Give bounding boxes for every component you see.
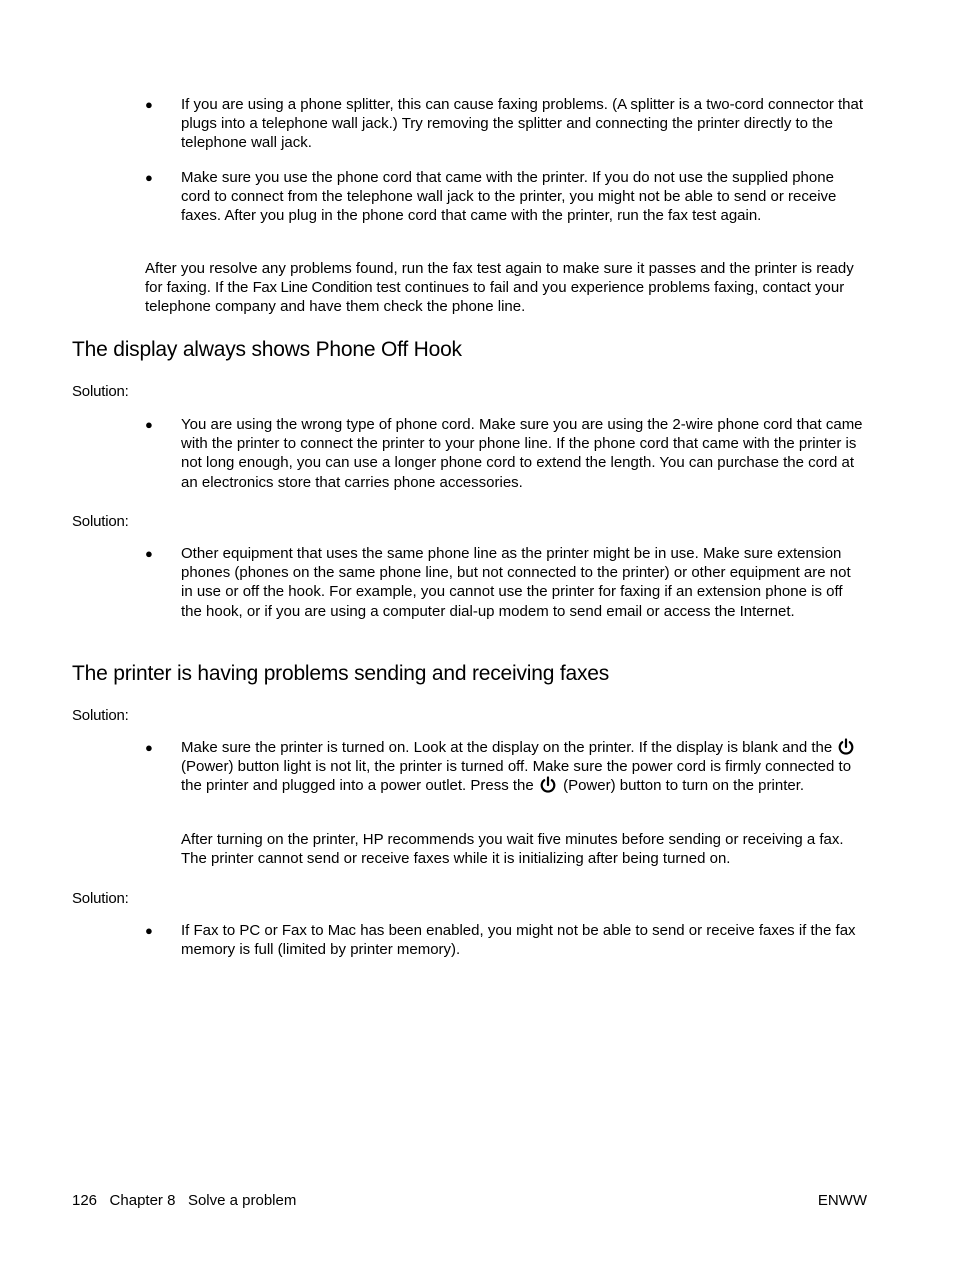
- bullet-text-part: (Power) button to turn on the printer.: [558, 777, 805, 795]
- power-icon: [539, 776, 557, 794]
- bullet-marker: ●: [145, 740, 153, 755]
- solution-label: Solution:: [72, 383, 129, 400]
- bullet-text: You are using the wrong type of phone cord. Make sure you are using the 2-wire phone cord that came with the printer to connect the printer to your phone line. If the phone cord that came with the printer is not long enough, you can use a longer phone cord to extend the length. You can purchase the cord at an electronics store that carries phone accessories.: [181, 416, 863, 491]
- chapter-title: Solve a problem: [187, 1192, 297, 1209]
- follow-paragraph: After turning on the printer, HP recommends you wait five minutes before sending or receiving a fax. The printer cannot send or receive faxes while it is initializing after being turned on.: [181, 831, 844, 868]
- page-number: 126: [72, 1192, 98, 1209]
- footer-locale: ENWW: [817, 1192, 867, 1209]
- bullet-text: [181, 738, 866, 796]
- chapter-label: Chapter 8: [109, 1192, 176, 1209]
- bullet-marker: ●: [145, 97, 153, 112]
- bullet-text: If Fax to PC or Fax to Mac has been enabled, you might not be able to send or receive faxes if the fax memory is full (limited by printer memory).: [181, 922, 856, 959]
- solution-label: Solution:: [72, 707, 129, 724]
- footer-left: [72, 1191, 296, 1210]
- power-icon: [837, 738, 855, 756]
- bullet-text: Make sure you use the phone cord that came with the printer. If you do not use the supplied phone cord to connect from the telephone wall jack to the printer, you might not be able to send or receive faxes. After you plug in the phone cord that came with the printer, run the fax test again.: [181, 169, 837, 225]
- paragraph-text: After you resolve any problems found, run the fax test again to make sure it passes and the printer is ready for faxing. If the: [145, 260, 854, 297]
- fax-line-condition-term: Fax Line Condition: [252, 279, 373, 297]
- section-heading-phone-off-hook: The display always shows Phone Off Hook: [72, 338, 462, 361]
- section-heading-sending-receiving: The printer is having problems sending and receiving faxes: [72, 662, 610, 685]
- bullet-marker: ●: [145, 170, 153, 185]
- bullet-marker: ●: [145, 417, 153, 432]
- solution-label: Solution:: [72, 513, 129, 530]
- bullet-marker: ●: [145, 923, 153, 938]
- after-resolve-paragraph: [145, 259, 867, 317]
- paragraph-text: test continues to fail and you experience problems faxing, contact your telephone company and have them check the phone line.: [145, 279, 845, 316]
- bullet-text: Other equipment that uses the same phone line as the printer might be in use. Make sure extension phones (phones on the same phone line, but not connected to the printer) or other equipment are not in use or off the hook. For example, you cannot use the printer for faxing if an extension phone is off the hook, or if you are using a computer dial-up modem to send email or access the Internet.: [181, 545, 851, 620]
- bullet-text-part: (Power) button light is not lit, the printer is turned off. Make sure the power cord is firmly connected to the printer and plugged into a power outlet. Press the: [181, 758, 852, 795]
- bullet-text: If you are using a phone splitter, this can cause faxing problems. (A splitter is a two-cord connector that plugs into a telephone wall jack.) Try removing the splitter and connecting the printer directly to the telephone wall jack.: [181, 96, 864, 152]
- bullet-text-part: Make sure the printer is turned on. Look at the display on the printer. If the display is blank and the: [181, 739, 837, 756]
- solution-label: Solution:: [72, 890, 129, 907]
- bullet-marker: ●: [145, 546, 153, 561]
